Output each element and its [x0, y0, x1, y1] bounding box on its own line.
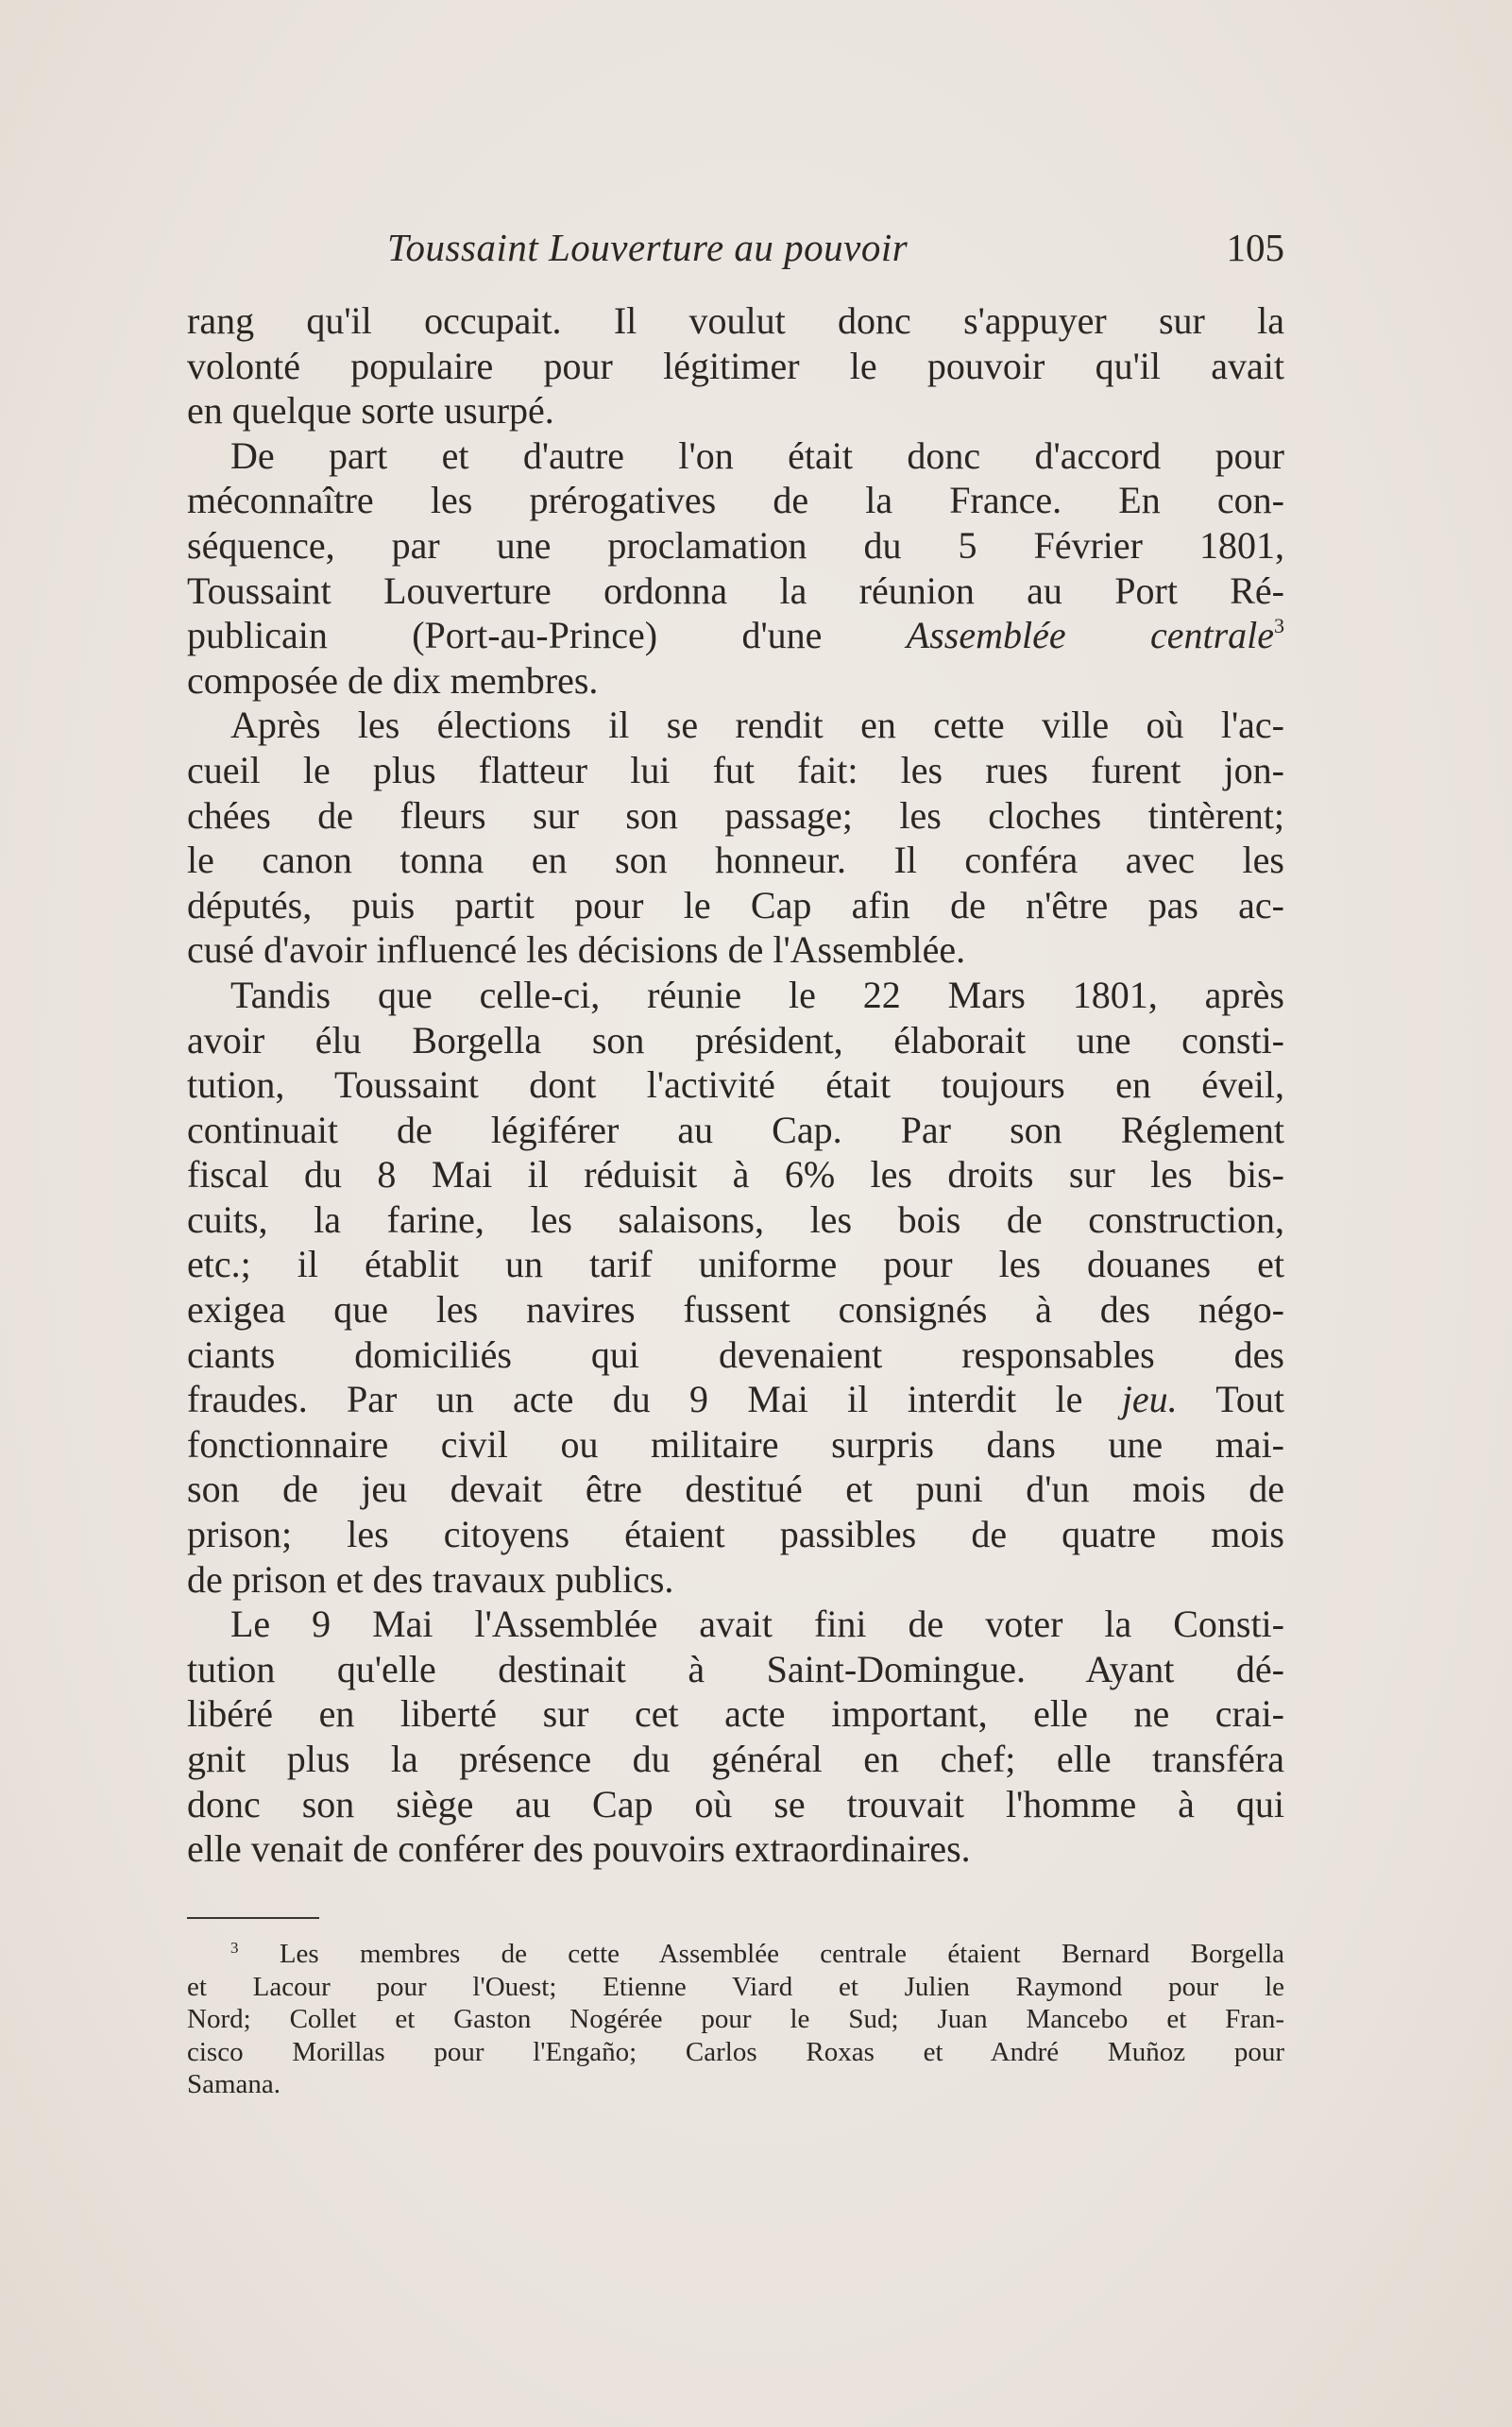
text-line — [187, 613, 1284, 658]
italic-term: Assemblée centrale — [906, 614, 1274, 657]
text-line: Tandis que celle-ci, réunie le 22 Mars 1801, après — [230, 973, 1284, 1016]
footnote-text: Les membres de cette Assemblée centrale étaient Bernard Borgella — [279, 1939, 1284, 1969]
text-line: séquence, par une proclamation du 5 Février 1801, — [187, 523, 1284, 567]
text-line: etc.; il établit un tarif uniforme pour les douanes et — [187, 1243, 1284, 1286]
text-line: libéré en liberté sur cet acte important, elle ne crai- — [187, 1692, 1284, 1736]
text-line: fiscal du 8 Mai il réduisit à 6% les droits sur les bis- — [187, 1153, 1284, 1197]
footnote-divider — [187, 1917, 319, 1919]
text-line: son de jeu devait être destitué et puni d'un mois de — [187, 1468, 1284, 1511]
text-line: exigea que les navires fussent consignés à des négo- — [187, 1288, 1284, 1332]
text-line: chées de fleurs sur son passage; les cloches tintèrent; — [187, 793, 1284, 837]
footnote-line: Nord; Collet et Gaston Nogérée pour le Sud; Juan Mancebo et Fran- — [187, 2004, 1284, 2034]
text-line: rang qu'il occupait. Il voulut donc s'appuyer sur la — [187, 299, 1284, 342]
text-line: gnit plus la présence du général en chef; elle transféra — [187, 1738, 1284, 1780]
page-number: 105 — [1226, 226, 1284, 269]
text-line: prison; les citoyens étaient passibles de quatre mois — [187, 1513, 1284, 1556]
text-line: donc son siège au Cap où se trouvait l'homme à qui — [187, 1782, 1284, 1825]
text-line: députés, puis partit pour le Cap afin de n'être pas ac- — [187, 883, 1284, 926]
text-line-part: Tout — [1215, 1378, 1284, 1421]
text-line: elle venait de conférer des pouvoirs extraordinaires. — [187, 1827, 971, 1871]
text-line: Le 9 Mai l'Assemblée avait fini de voter la Consti- — [230, 1603, 1284, 1646]
text-line: fonctionnaire civil ou militaire surpris dans une mai- — [187, 1422, 1284, 1466]
text-line-part: publicain (Port-au-Prince) d'une — [187, 614, 823, 657]
body-text — [187, 298, 1284, 1872]
text-line: Toussaint Louverture ordonna la réunion au Port Ré- — [187, 569, 1284, 612]
text-line: de prison et des travaux publics. — [187, 1557, 674, 1601]
text-line-part: fraudes. Par un acte du 9 Mai il interdit le — [187, 1378, 1083, 1421]
text-line: Après les élections il se rendit en cette ville où l'ac- — [230, 704, 1284, 747]
text-line: continuait de légiférer au Cap. Par son Réglement — [187, 1108, 1284, 1151]
text-line: en quelque sorte usurpé. — [187, 389, 554, 433]
text-line: cueil le plus flatteur lui fut fait: les rues furent jon- — [187, 748, 1284, 791]
text-line: le canon tonna en son honneur. Il conféra avec les — [187, 839, 1284, 882]
text-line: cusé d'avoir influencé les décisions de l'Assemblée. — [187, 928, 966, 972]
italic-term: jeu. — [1121, 1378, 1178, 1421]
footnote-reference: 3 — [1274, 614, 1284, 638]
text-line: ciants domiciliés qui devenaient responsables des — [187, 1332, 1284, 1376]
text-line: volonté populaire pour légitimer le pouvoir qu'il avait — [187, 344, 1284, 387]
text-line: cuits, la farine, les salaisons, les bois de construction, — [187, 1197, 1284, 1241]
text-line: composée de dix membres. — [187, 658, 599, 702]
footnotes — [187, 1938, 1284, 2101]
page-header — [187, 219, 1284, 276]
text-line: avoir élu Borgella son président, élaborait une consti- — [187, 1018, 1284, 1061]
text-line: tution, Toussaint dont l'activité était toujours en éveil, — [187, 1063, 1284, 1107]
text-line — [187, 1377, 1284, 1422]
text-line: tution qu'elle destinait à Saint-Domingue. Ayant dé- — [187, 1647, 1284, 1690]
text-line: méconnaître les prérogatives de la France. En con- — [187, 479, 1284, 522]
footnote-line — [187, 1938, 1284, 1971]
running-title: Toussaint Louverture au pouvoir — [387, 226, 909, 269]
footnote-line: cisco Morillas pour l'Engaño; Carlos Roxas et André Muñoz pour — [187, 2036, 1284, 2067]
footnote-line: et Lacour pour l'Ouest; Etienne Viard et Julien Raymond pour le — [187, 1971, 1284, 2002]
footnote-marker: 3 — [230, 1939, 239, 1957]
footnote-line: Samana. — [187, 2069, 281, 2099]
text-line: De part et d'autre l'on était donc d'accord pour — [230, 433, 1284, 477]
